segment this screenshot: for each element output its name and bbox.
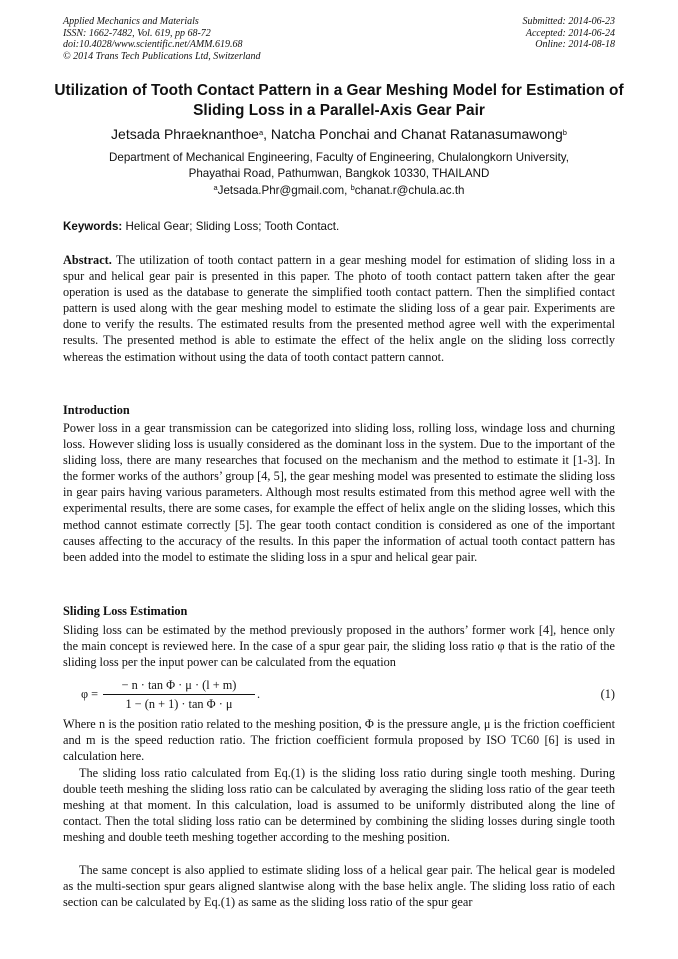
submission-dates: [523, 16, 616, 51]
journal-info: [63, 16, 261, 62]
section-heading-sliding-loss: Sliding Loss Estimation: [63, 604, 188, 618]
email-b-link[interactable]: chanat.r@chula.ac.th: [354, 184, 465, 197]
email-a-mark: a: [213, 183, 218, 192]
author-list: [40, 125, 638, 143]
author-1-affil-mark: a: [258, 128, 264, 137]
paper-title: Utilization of Tooth Contact Pattern in a Gear Meshing Model for Estimation of Sliding Loss in a Parallel-Axis Gear Pair: [54, 82, 624, 119]
equation-number: (1): [600, 687, 615, 701]
submitted-date: Submitted: 2014-06-23: [522, 16, 615, 27]
author-1: Jetsada Phraeknanthoe: [111, 126, 259, 142]
equation-1: [63, 677, 615, 713]
author-2: Natcha Ponchai: [270, 126, 370, 142]
journal-name: Applied Mechanics and Materials: [63, 16, 199, 27]
affiliation-line-1: Department of Mechanical Engineering, Faculty of Engineering, Chulalongkorn University,: [109, 151, 569, 164]
accepted-date: Accepted: 2014-06-24: [525, 27, 615, 39]
sliding-paragraph-3: The same concept is also applied to estimate sliding loss of a helical gear pair. The helical gear is modeled as the multi-section spur gears aligned slantwise along with the base helix angle. The sliding loss ratio of each section can be calculated by Eq.(1) as same as the sliding loss ratio of the spur gear: [63, 863, 615, 910]
keywords: [63, 220, 615, 234]
keywords-label: Keywords:: [63, 220, 123, 233]
online-date: Online: 2014-08-18: [535, 39, 615, 50]
author-conjunction: and: [369, 126, 401, 142]
section-heading-introduction: Introduction: [63, 403, 130, 417]
abstract-label: Abstract.: [63, 253, 112, 267]
author-3: Chanat Ratanasumawong: [400, 126, 563, 142]
equation-denominator: 1 − (n + 1) · tan Φ · μ: [125, 697, 233, 711]
abstract-text: The utilization of tooth contact pattern in a gear meshing model for estimation of sliding loss in a spur and helical gear pair is presented in this paper. The photo of tooth contact pattern taken after the gear operation is used as the database to generate the simplified tooth contact pattern. Then the simplified contact pattern is used along with the gear meshing model to estimate the sliding loss of a gear pair. Experiments are done to verify the results. The estimated results from the presented method agree well with the experimental results. The presented method is able to estimate the effect of the helix angle on the sliding loss correctly whereas the estimation without using the data of tooth contact pattern cannot.: [63, 253, 615, 364]
sliding-paragraph-2: The sliding loss ratio calculated from Eq.(1) is the sliding loss ratio during single tooth meshing. During double teeth meshing the sliding loss ratio can be calculated by averaging the sliding loss ratio of the gear teeth meshing at that moment. In this calculation, load is assumed to be uniformly distributed along the line of contact. Then the total sliding loss ratio can be determined by combining the sliding losses during single tooth meshing and double teeth meshing together according to the meshing position.: [63, 766, 615, 845]
journal-doi: doi:10.4028/www.scientific.net/AMM.619.68: [63, 39, 243, 50]
email-separator: ,: [344, 184, 351, 197]
equation-period: .: [257, 687, 261, 701]
journal-issn: ISSN: 1662-7482, Vol. 619, pp 68-72: [63, 27, 211, 39]
equation-lhs: φ =: [81, 687, 99, 701]
equation-numerator: − n · tan Φ · μ · (l + m): [121, 678, 237, 692]
author-3-affil-mark: b: [562, 128, 567, 137]
abstract: [63, 252, 615, 365]
affiliation: [63, 150, 615, 182]
author-separator: ,: [263, 126, 271, 142]
email-a-link[interactable]: Jetsada.Phr@gmail.com: [217, 184, 345, 197]
affiliation-line-2: Phayathai Road, Pathumwan, Bangkok 10330, THAILAND: [188, 167, 490, 180]
journal-copyright: © 2014 Trans Tech Publications Ltd, Switzerland: [63, 50, 261, 62]
equation-explanation: Where n is the position ratio related to the meshing position, Φ is the pressure angle, μ is the friction coefficient and m is the speed reduction ratio. The friction coefficient formula proposed by ISO TC60 [6] is used in calculation here.: [63, 717, 615, 764]
introduction-paragraph: Power loss in a gear transmission can be categorized into sliding loss, rolling loss, windage loss and churning loss. However sliding loss is usually considered as the dominant loss in the system. Due to the important of the sliding loss, there are many researches that focused on the mechanism and the method to estimate it [1-3]. In the former works of the authors’ group [4, 5], the gear meshing model was presented to estimate the sliding loss in gear pairs having various parameters. Although most results estimated from this method agree well with the experimental results, there are some cases, for example the effect of helix angle on the sliding losses, which this method cannot estimate correctly [5]. The gear tooth contact condition is considered as one of the important causes affecting to the accuracy of the results. In this paper the information of actual tooth contact pattern has been added into the model to estimate the sliding loss in a spur and helical gear pair.: [63, 421, 615, 564]
sliding-paragraph-1: Sliding loss can be estimated by the method previously proposed in the authors’ former work [4], hence only the main concept is reviewed here. In the case of a spur gear pair, the sliding loss ratio φ that is the ratio of the sliding loss per the input power can be calculated from the equation: [63, 623, 615, 670]
equation-fraction: [103, 677, 255, 712]
author-emails: [63, 184, 615, 198]
fraction-bar: [103, 694, 255, 695]
keywords-text: Helical Gear; Sliding Loss; Tooth Contact.: [122, 220, 340, 233]
email-b-mark: b: [350, 183, 355, 192]
